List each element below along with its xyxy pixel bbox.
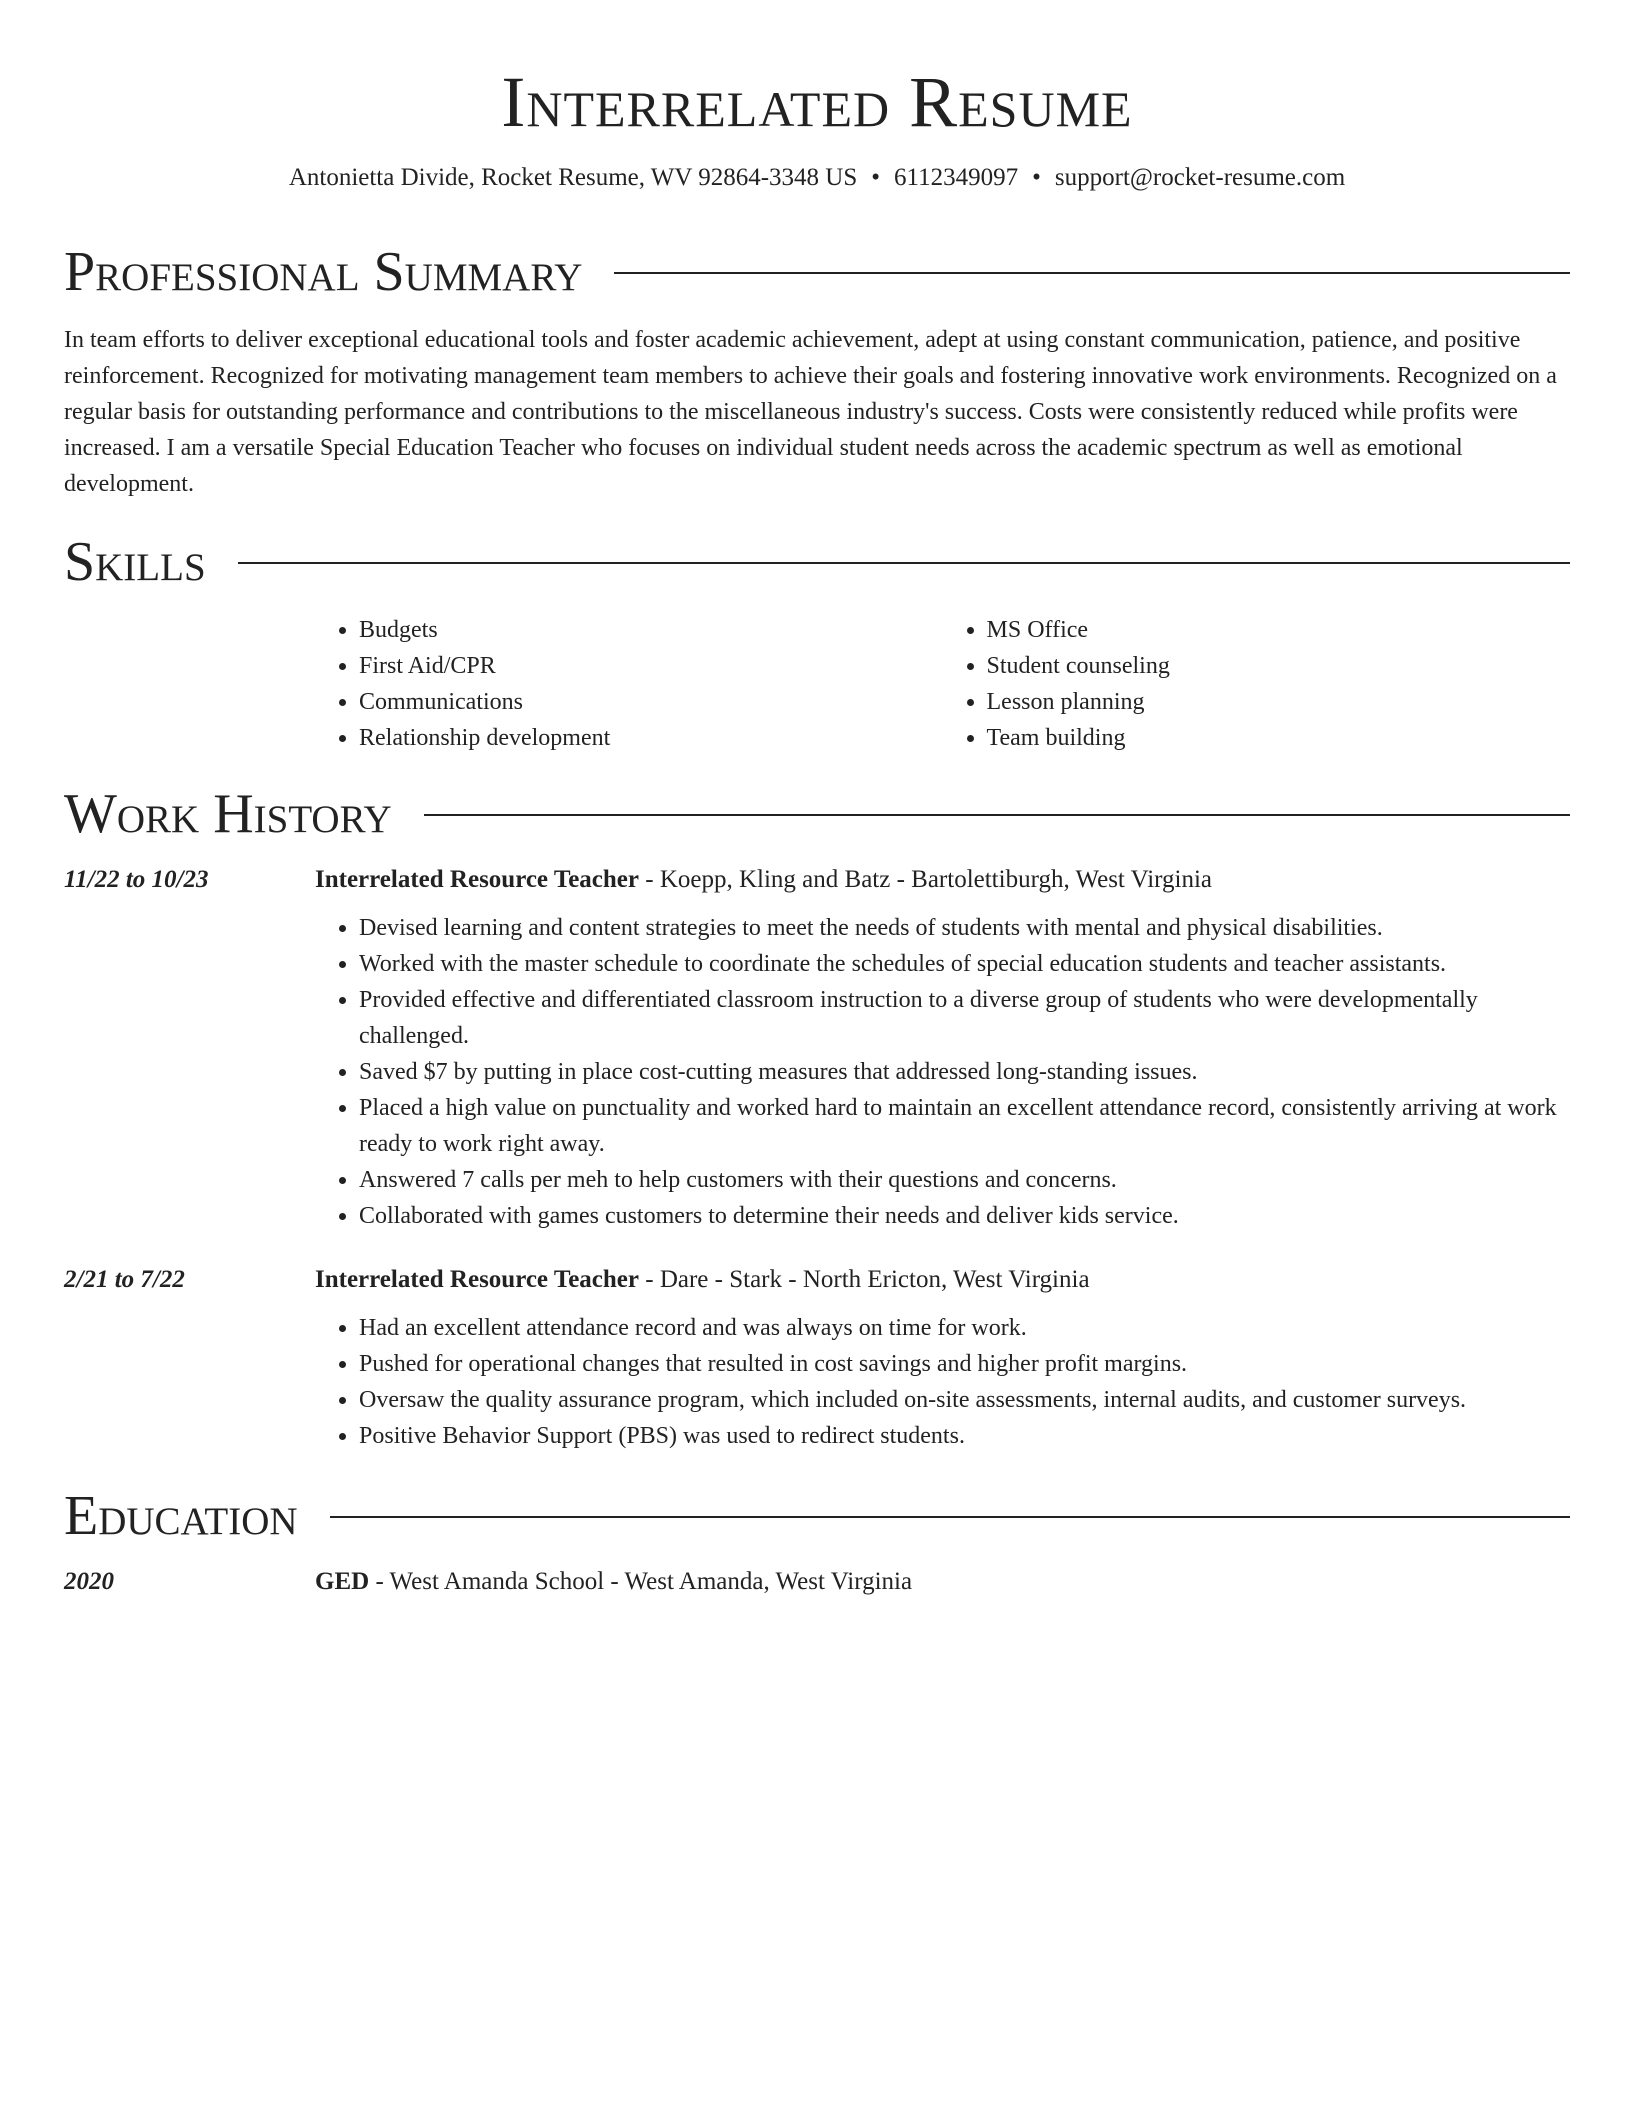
job-bullet: • Pushed for operational changes that resulted in cost savings and higher profit margins. <box>359 1346 1570 1382</box>
education-section-header <box>64 1484 1570 1548</box>
job-bullet: • Worked with the master schedule to coordinate the schedules of special education students and teacher assistants. <box>359 946 1570 982</box>
summary-heading: Professional Summary <box>64 241 583 303</box>
work-section-header <box>64 782 1570 846</box>
job-bullet: • Had an excellent attendance record and was always on time for work. <box>359 1310 1570 1346</box>
skills-column-right <box>943 612 1571 756</box>
contact-separator: • <box>871 164 881 191</box>
job-entry <box>64 864 1570 1234</box>
skill-item: • Student counseling <box>987 648 1571 684</box>
education-school: - West Amanda School - West Amanda, West Virginia <box>369 1568 913 1595</box>
job-title: Interrelated Resource Teacher <box>315 1266 639 1293</box>
job-employer: - Koepp, Kling and Batz - Bartolettiburgh, West Virginia <box>639 866 1213 893</box>
education-degree: GED <box>315 1568 370 1595</box>
skill-item: • Lesson planning <box>987 684 1571 720</box>
job-dates: 2/21 to 7/22 <box>64 1266 185 1293</box>
job-bullet: • Answered 7 calls per meh to help customers with their questions and concerns. <box>359 1162 1570 1198</box>
summary-section-header <box>64 240 1570 304</box>
job-bullets <box>315 1310 1570 1454</box>
skills-heading: Skills <box>64 531 206 593</box>
skill-item: • Budgets <box>359 612 943 648</box>
job-title-line <box>315 864 1570 896</box>
resume-title: Interrelated Resume <box>501 62 1133 142</box>
skill-item: • Team building <box>987 720 1571 756</box>
job-bullet: • Saved $7 by putting in place cost-cutting measures that addressed long-standing issues. <box>359 1054 1570 1090</box>
contact-address: Antonietta Divide, Rocket Resume, WV 92864-3348 US <box>288 164 858 191</box>
job-content <box>315 864 1570 1234</box>
education-year: 2020 <box>64 1568 114 1595</box>
job-bullets <box>315 910 1570 1234</box>
section-divider <box>238 562 1570 564</box>
skill-item: • MS Office <box>987 612 1571 648</box>
contact-separator: • <box>1032 164 1041 191</box>
skill-item: • Communications <box>359 684 943 720</box>
contact-phone: 6112349097 <box>894 164 1019 191</box>
job-entry <box>64 1264 1570 1454</box>
job-employer: - Dare - Stark - North Ericton, West Virginia <box>639 1266 1090 1293</box>
contact-line <box>64 162 1570 194</box>
section-divider <box>424 814 1570 816</box>
skills-section-header <box>64 530 1570 594</box>
job-bullet: • Oversaw the quality assurance program, which included on-site assessments, internal audits, and customer surveys. <box>359 1382 1570 1418</box>
section-divider <box>614 272 1570 274</box>
skills-column-left <box>315 612 943 756</box>
skill-item: • Relationship development <box>359 720 943 756</box>
job-title-line <box>315 1264 1570 1296</box>
job-title: Interrelated Resource Teacher <box>315 866 639 893</box>
job-bullet: • Placed a high value on punctuality and worked hard to maintain an excellent attendance record, consistently arriving at work ready to work right away. <box>359 1090 1570 1162</box>
education-heading: Education <box>64 1485 298 1547</box>
summary-text: In team efforts to deliver exceptional educational tools and foster academic achievement, adept at using constant communication, patience, and positive reinforcement. Recognized for motivating management team members to achieve their goals and fostering innovative work environments. Recognized on a regular basis for outstanding performance and contributions to the miscellaneous industry's success. Costs were consistently reduced while profits were increased. I am a versatile Special Education Teacher who focuses on individual student needs across the academic spectrum as well as emotional development. <box>64 327 1557 497</box>
skill-item: • First Aid/CPR <box>359 648 943 684</box>
job-dates: 11/22 to 10/23 <box>64 866 209 893</box>
job-bullet: • Collaborated with games customers to determine their needs and deliver kids service. <box>359 1198 1570 1234</box>
work-heading: Work History <box>64 783 392 845</box>
job-bullet: • Provided effective and differentiated classroom instruction to a diverse group of students who were developmentally challenged. <box>359 982 1570 1054</box>
job-bullet: • Devised learning and content strategies to meet the needs of students with mental and physical disabilities. <box>359 910 1570 946</box>
education-details-line <box>315 1566 912 1598</box>
skills-list <box>315 612 1570 756</box>
section-divider <box>330 1516 1570 1518</box>
education-entry <box>64 1566 1570 1598</box>
contact-email: support@rocket-resume.com <box>1054 164 1346 191</box>
job-bullet: • Positive Behavior Support (PBS) was used to redirect students. <box>359 1418 1570 1454</box>
job-content <box>315 1264 1570 1454</box>
